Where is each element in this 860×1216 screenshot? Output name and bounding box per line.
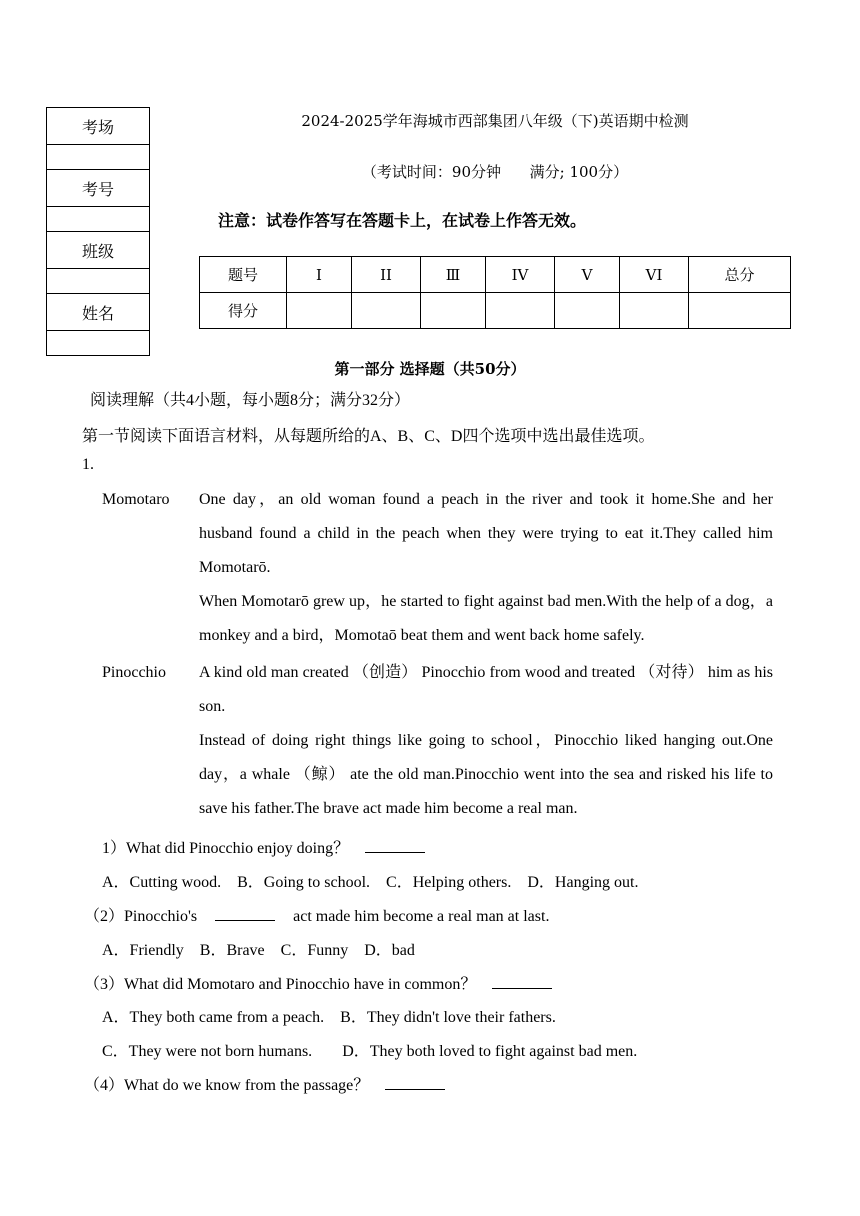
score-header-cell: Ⅲ [421, 257, 486, 293]
score-header-cell: 总分 [689, 257, 791, 293]
question-2 [84, 903, 549, 926]
score-cell[interactable] [620, 293, 689, 329]
score-cell[interactable] [287, 293, 352, 329]
option-c[interactable]: C．Helping others. [386, 874, 512, 891]
info-field-exam-number[interactable] [47, 207, 150, 232]
option-d[interactable]: D．They both loved to fight against bad men. [342, 1043, 638, 1060]
option-b[interactable]: B．Going to school. [237, 874, 371, 891]
info-field-exam-room[interactable] [47, 145, 150, 170]
story-paragraph: When Momotarō grew up，he started to fight against bad men.With the help of a dog，a monkey and a bird，Momotaō beat them and went back home safely. [199, 593, 773, 644]
option-a[interactable]: A．Friendly [102, 942, 184, 959]
question-text: （4）What do we know from the passage？ [84, 1077, 370, 1094]
exam-note: 注意：试卷作答写在答题卡上，在试卷上作答无效。 [218, 211, 587, 230]
option-b[interactable]: B．Brave [199, 942, 265, 959]
info-field-class[interactable] [47, 269, 150, 294]
question-3-options-row2 [102, 1038, 649, 1061]
story-paragraph: One day，an old woman found a peach in the river and took it home.She and her husband found a child in the peach when they were trying to eat it.They called him Momotarō. [199, 491, 773, 576]
exam-time-info: （考试时间：90分钟 满分; 100分） [361, 163, 629, 181]
story-text-momotaro [199, 483, 773, 653]
info-label-name: 姓名 [47, 294, 150, 331]
question-3 [84, 971, 552, 994]
question-4 [84, 1072, 445, 1095]
question-1 [102, 835, 425, 858]
option-d[interactable]: D．bad [364, 942, 415, 959]
info-field-name[interactable] [47, 331, 150, 356]
story-paragraph: A kind old man created （创造） Pinocchio from wood and treated （对待） him as his son. [199, 664, 773, 715]
answer-blank[interactable] [492, 974, 552, 989]
score-table-score-row [200, 293, 791, 329]
score-header-cell: II [352, 257, 421, 293]
info-label-class: 班级 [47, 232, 150, 269]
score-cell[interactable] [486, 293, 555, 329]
option-c[interactable]: C．They were not born humans. [102, 1043, 313, 1060]
option-a[interactable]: A．They both came from a peach. [102, 1009, 325, 1026]
option-c[interactable]: C．Funny [280, 942, 349, 959]
answer-blank[interactable] [365, 838, 425, 853]
score-cell[interactable] [352, 293, 421, 329]
score-header-cell: IV [486, 257, 555, 293]
question-3-options-row1 [102, 1004, 568, 1027]
section-reading-heading: 阅读理解（共4小题，每小题8分；满分32分） [90, 392, 411, 409]
score-header-cell: V [555, 257, 620, 293]
answer-blank[interactable] [385, 1075, 445, 1090]
story-name-momotaro: Momotaro [102, 491, 170, 508]
score-header-cell: I [287, 257, 352, 293]
question-text: （2）Pinocchio's [84, 908, 198, 925]
question-text-suffix: act made him become a real man at last. [293, 908, 550, 925]
question-text: （3）What did Momotaro and Pinocchio have in common？ [84, 976, 477, 993]
info-label-exam-room: 考场 [47, 108, 150, 145]
story-paragraph: Instead of doing right things like going to school，Pinocchio liked hanging out.One day，a whale （鲸） ate the old man.Pinocchio went into the sea and risked his life to save his father.The brave act made him become a real man. [199, 732, 773, 817]
score-table-header-row [200, 257, 791, 293]
score-table [199, 256, 791, 329]
option-a[interactable]: A．Cutting wood. [102, 874, 222, 891]
question-1-options [102, 869, 650, 892]
question-text: 1）What did Pinocchio enjoy doing？ [102, 840, 350, 857]
score-header-cell: VI [620, 257, 689, 293]
score-cell[interactable] [689, 293, 791, 329]
option-b[interactable]: B．They didn't love their fathers. [340, 1009, 556, 1026]
score-row-label: 得分 [200, 293, 287, 329]
section-intro: 第一节阅读下面语言材料，从每题所给的A、B、C、D四个选项中选出最佳选项。 [82, 428, 655, 445]
story-name-pinocchio: Pinocchio [102, 664, 166, 681]
answer-blank[interactable] [215, 906, 275, 921]
option-d[interactable]: D．Hanging out. [527, 874, 639, 891]
question-number: 1. [82, 456, 94, 473]
part-title: 第一部分 选择题（共50分） [334, 360, 526, 378]
exam-title: 2024-2025学年海城市西部集团八年级（下)英语期中检测 [301, 112, 689, 130]
question-2-options [102, 937, 427, 960]
story-text-pinocchio [199, 656, 773, 826]
student-info-box [46, 107, 150, 356]
score-header-cell: 题号 [200, 257, 287, 293]
info-label-exam-number: 考号 [47, 170, 150, 207]
score-cell[interactable] [421, 293, 486, 329]
score-cell[interactable] [555, 293, 620, 329]
